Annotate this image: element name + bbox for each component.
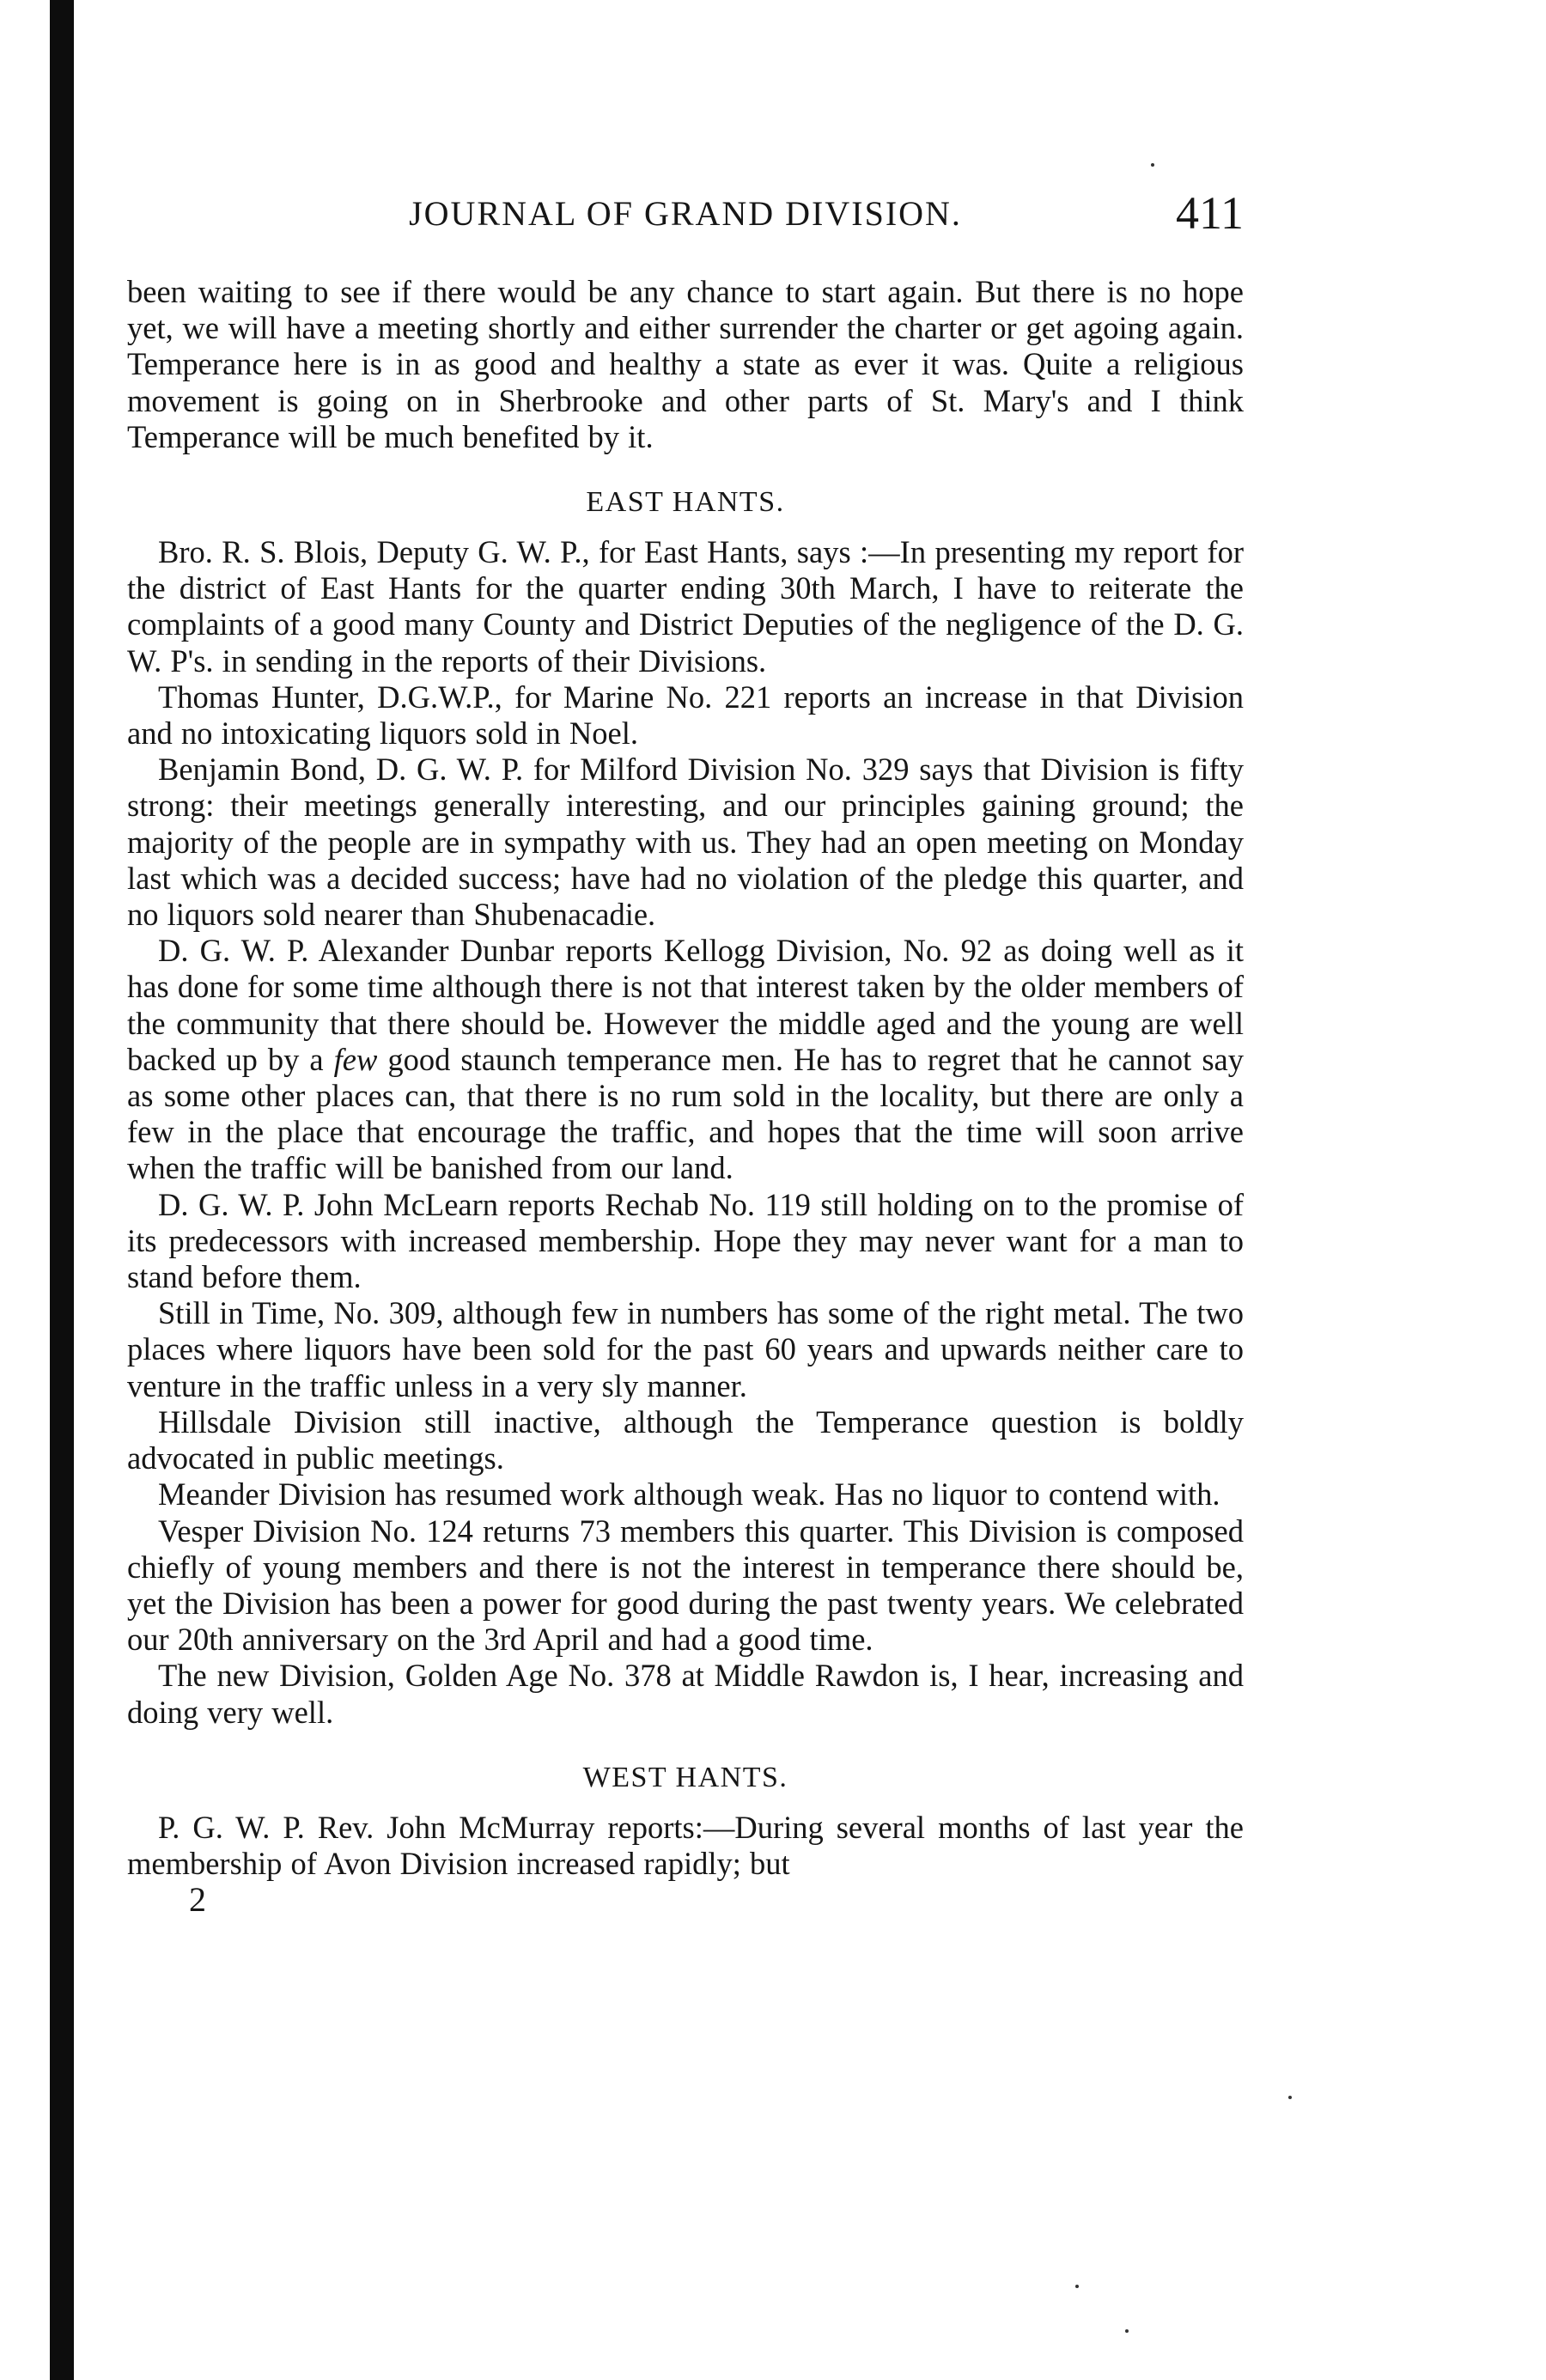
paragraph-continuation: been waiting to see if there would be any chance to start again. But there is no hope yet, we will have a meeting shortly and either surrender the charter or get agoing again. Temperance here is in as good and healthy a state as ever it was. Quite a religious movement is going on in Sherbrooke and other parts of St. Mary's and I think Temperance will be much benefited by it. [127, 274, 1244, 454]
paragraph-bond-report: Benjamin Bond, D. G. W. P. for Milford Division No. 329 says that Division is fifty strong: their meetings generally interesting, and our principles gaining ground; the majority of the people are in sympathy with us. They had an open meeting on Monday last which was a decided success; have had no violation of the pledge this quarter, and no liquors sold nearer than Shubenacadie. [127, 752, 1244, 933]
paragraph-still-in-time: Still in Time, No. 309, although few in numbers has some of the right metal. The two places where liquors have been sold for the past 60 years and upwards neither care to venture in the traffic unless in a very sly manner. [127, 1295, 1244, 1403]
paragraph-dunbar-report [127, 933, 1244, 1186]
ink-speck [1125, 2329, 1129, 2333]
section-heading-west-hants: WEST HANTS. [582, 1761, 788, 1793]
emphasis-few: few [333, 1041, 378, 1077]
dunbar-text-start: D. G. W. P. Alexander Dunbar reports Kellogg Division, No. 92 as doing well as it has done for some time although there is not that interest taken by the older members of the community that there should be. However the middle aged and the young are well backed up by a [127, 933, 1244, 1077]
journal-page [127, 185, 1244, 1918]
paragraph-vesper: Vesper Division No. 124 returns 73 members this quarter. This Division is composed chiefly of young members and there is not the interest in temperance there should be, yet the Division has been a power for good during the past twenty years. We celebrated our 20th anniversary on the 3rd April and had a good time. [127, 1513, 1244, 1658]
running-head [127, 185, 1244, 253]
paragraph-mcmurray-report: P. G. W. P. Rev. John McMurray reports:—During several months of last year the membership of Avon Division increased rapidly; but [127, 1809, 1244, 1881]
dunbar-text-end: good staunch temperance men. He has to regret that he cannot say as some other places can, that there is no rum sold in the locality, but there are only a few in the place that encourage the traffic, and hopes that the time will soon arrive when the traffic will be banished from our land. [127, 1041, 1244, 1186]
signature-mark: 2 [189, 1880, 206, 1920]
section-heading-east-hants: EAST HANTS. [586, 486, 785, 519]
page-number: 411 [1176, 187, 1244, 239]
journal-title: JOURNAL OF GRAND DIVISION. [409, 194, 962, 233]
paragraph-golden-age: The new Division, Golden Age No. 378 at Middle Rawdon is, I hear, increasing and doing very well. [127, 1658, 1244, 1730]
paragraph-meander: Meander Division has resumed work although weak. Has no liquor to contend with. [158, 1476, 1220, 1513]
paragraph-hunter-report: Thomas Hunter, D.G.W.P., for Marine No. 221 reports an increase in that Division and no intoxicating liquors sold in Noel. [127, 679, 1244, 752]
paragraph-mclearn-report: D. G. W. P. John McLearn reports Rechab No. 119 still holding on to the promise of its predecessors with increased membership. Hope they may never want for a man to stand before them. [127, 1186, 1244, 1295]
paragraph-hillsdale: Hillsdale Division still inactive, although the Temperance question is boldly advocated in public meetings. [127, 1403, 1244, 1476]
paragraph-blois-report: Bro. R. S. Blois, Deputy G. W. P., for East Hants, says :—In presenting my report for the district of East Hants for the quarter ending 30th March, I have to reiterate the complaints of a good many County and District Deputies of the negligence of the D. G. W. P's. in sending in the reports of their Divisions. [127, 534, 1244, 679]
ink-speck [1288, 2096, 1292, 2099]
ink-speck [1151, 163, 1154, 167]
binding-edge [50, 0, 74, 2380]
ink-speck [1075, 2285, 1079, 2288]
